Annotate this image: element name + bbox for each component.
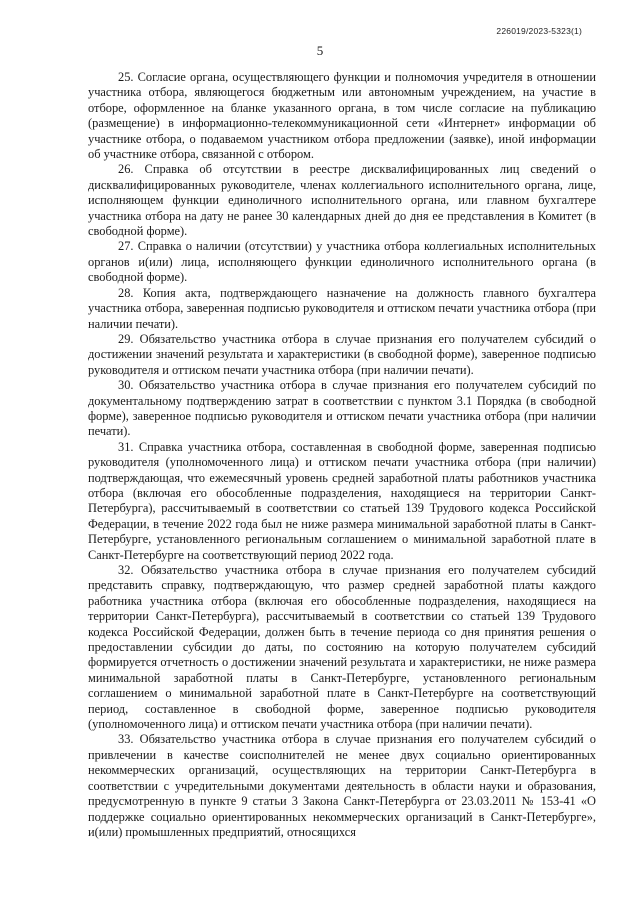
paragraph-28: 28. Копия акта, подтверждающего назначение на должность главного бухгалтера участника отбора, заверенная подписью руководителя и оттиском печати участника отбора (при наличии печати). [88,285,596,331]
document-body [88,70,596,840]
paragraph-26: 26. Справка об отсутствии в реестре дисквалифицированных лиц сведений о дисквалифицированных руководителе, членах коллегиального исполнительного органа, лице, исполняющем функции единоличного исполнительного органа, или главном бухгалтере участника отбора на дату не ранее 30 календарных дней до дня ее представления в Комитет (в свободной форме). [88,162,596,239]
document-id: 226019/2023-5323(1) [496,26,582,36]
paragraph-33: 33. Обязательство участника отбора в случае признания его получателем субсидий о привлечении в качестве соисполнителей не менее двух социально ориентированных некоммерческих организаций, осуществляющих на территории Санкт-Петербурга в соответствии с учредительными документами деятельность в области науки и образования, предусмотренную в пункте 9 статьи 3 Закона Санкт-Петербурга от 23.03.2011 № 153-41 «О поддержке социально ориентированных некоммерческих организаций в Санкт-Петербурге», и(или) промышленных предприятий, относящихся [88,732,596,839]
paragraph-32: 32. Обязательство участника отбора в случае признания его получателем субсидий представить справку, подтверждающую, что размер средней заработной платы каждого работника участника отбора (включая его обособленные подразделения, находящиеся на территории Санкт-Петербурга), рассчитываемый в соответствии со статьей 139 Трудового кодекса Российской Федерации, должен быть в течение периода со дня принятия решения о предоставлении субсидии до даты, по состоянию на которую получателем субсидий формируется отчетность о достижении значений результата и характеристики, не ниже размера минимальной заработной платы в Санкт-Петербурге, установленного региональным соглашением о минимальной заработной плате в Санкт-Петербурге на соответствующий период, составленное в свободной форме, заверенное подписью руководителя (уполномоченного лица) и оттиском печати участника отбора (при наличии печати). [88,563,596,732]
paragraph-25: 25. Согласие органа, осуществляющего функции и полномочия учредителя в отношении участника отбора, являющегося бюджетным или автономным учреждением, на участие в отборе, оформленное на бланке указанного органа, в том числе согласие на публикацию (размещение) в информационно-телекоммуникационной сети «Интернет» информации об участнике отбора, о подаваемом участником отбора предложении (заявке), иной информации об участнике отбора, связанной с отбором. [88,70,596,162]
paragraph-29: 29. Обязательство участника отбора в случае признания его получателем субсидий о достижении значений результата и характеристики (в свободной форме), заверенное подписью руководителя и оттиском печати участника отбора (при наличии печати). [88,331,596,377]
paragraph-31: 31. Справка участника отбора, составленная в свободной форме, заверенная подписью руководителя (уполномоченного лица) и оттиском печати участника отбора (при наличии) подтверждающая, что ежемесячный уровень средней заработной платы работников участника отбора (включая его обособленные подразделения, находящиеся на территории Санкт-Петербурга), рассчитываемый в соответствии со статьей 139 Трудового кодекса Российской Федерации, в течение 2022 года был не ниже размера минимальной заработной платы в Санкт-Петербурге, установленного региональным соглашением о минимальной заработной плате в Санкт-Петербурге на соответствующий период 2022 года. [88,439,596,562]
paragraph-30: 30. Обязательство участника отбора в случае признания его получателем субсидий по документальному подтверждению затрат в соответствии с пунктом 3.1 Порядка (в свободной форме), заверенное подписью руководителя и оттиском печати участника отбора (при наличии печати). [88,378,596,439]
page-number: 5 [316,43,324,58]
paragraph-27: 27. Справка о наличии (отсутствии) у участника отбора коллегиальных исполнительных органов и(или) лица, исполняющего функции единоличного исполнительного органа (в свободной форме). [88,239,596,285]
